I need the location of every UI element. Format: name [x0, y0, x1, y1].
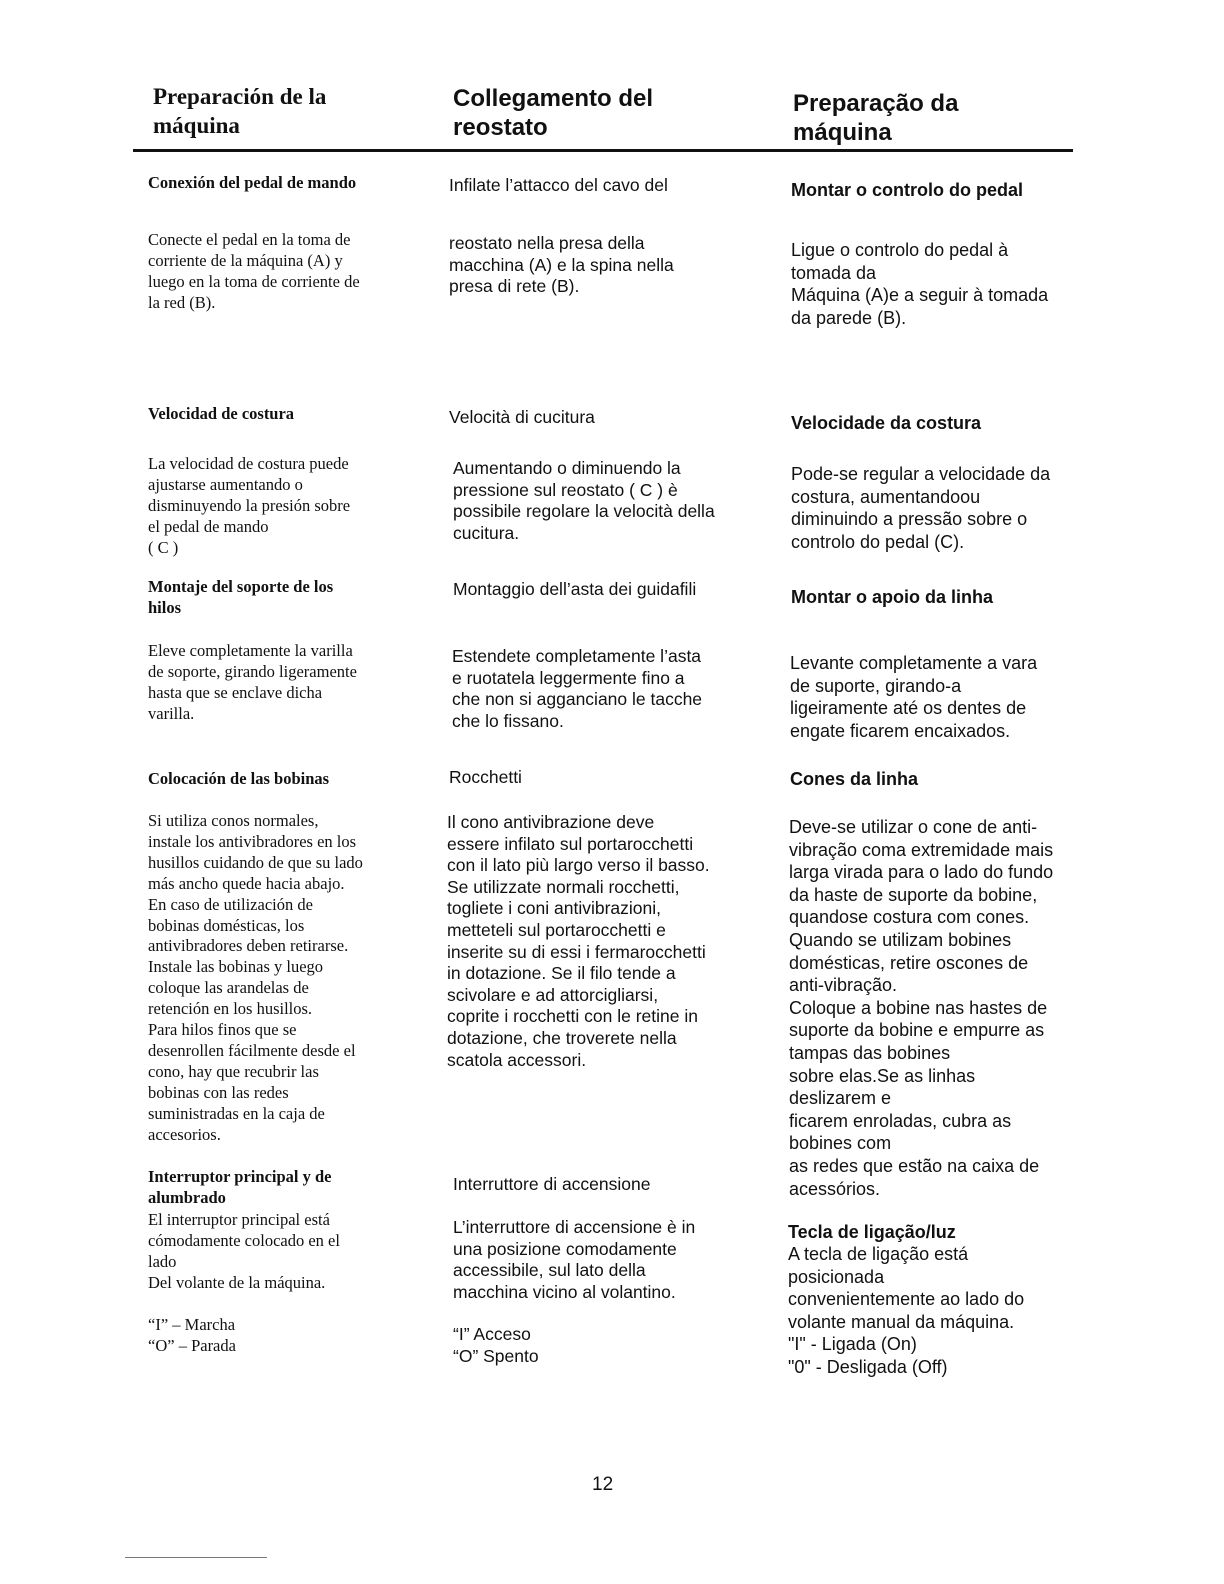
it-section-title: Rocchetti — [449, 767, 522, 787]
it-switch-states: “I” Acceso “O” Spento — [453, 1324, 539, 1366]
es-section-title: Montaje del soporte de los hilos — [148, 577, 334, 617]
es-section-body: Conecte el pedal en la toma de corriente de la máquina (A) y luego en la toma de corriente de la red (B). — [148, 230, 360, 312]
footer-line — [125, 1557, 267, 1558]
it-section-body: reostato nella presa della macchina (A) e la spina nella presa di rete (B). — [449, 233, 674, 297]
it-section-title: Montaggio dell’asta dei guidafili — [453, 579, 697, 599]
header-rule — [133, 149, 1073, 152]
it-section-body: Il cono antivibrazione deve essere infilato sul portarocchetti con il lato più largo verso il basso. Se utilizzate normali rocchetti, togliete i coni antivibrazioni, metteteli sul portarocchetti e inserite su di essi i fermarocchetti in dotazione. Se il filo tende a scivolare e ad attorcigliarsi, coprite i rocchetti con le retine in dotazione, che troverete nella scatola accessori. — [447, 812, 710, 1070]
pt-section-body: Deve-se utilizar o cone de anti- vibração coma extremidade mais larga virada para o lado do fundo da haste de suporte da bobine, quandose costura com cones. Quando se utilizam bobines domésticas, retire oscones de anti-vibração. Coloque a bobine nas hastes de suporte da bobine e empurre as tampas das bobines sobre elas.Se as linhas deslizarem e ficarem enroladas, cubra as bobines com as redes que estão na caixa de acessórios. — [789, 817, 1054, 1199]
es-section-body: Si utiliza conos normales, instale los antivibradores en los husillos cuidando de que su lado más ancho quede hacia abajo. En caso de utilización de bobinas domésticas, los antivibradores deben retirarse. Instale las bobinas y luego coloque las arandelas de retención en los husillos. Para hilos finos que se desenrollen fácilmente desde el cono, hay que recubrir las bobinas con las redes suministradas en la caja de accesorios. — [148, 811, 363, 1144]
es-section-title: Conexión del pedal de mando — [148, 173, 357, 192]
it-section-body: Estendete completamente l’asta e ruotatela leggermente fino a che non si agganciano le tacche che lo fissano. — [452, 646, 703, 731]
pt-section-title: Montar o apoio da linha — [791, 587, 993, 607]
page-number: 12 — [592, 1474, 614, 1495]
it-section-title: Infilate l’attacco del cavo del — [449, 175, 668, 195]
es-section-body: Eleve completamente la varilla de soporte, girando ligeramente hasta que se enclave dicha varilla. — [148, 641, 357, 723]
es-section-body: La velocidad de costura puede ajustarse aumentando o disminuyendo la presión sobre el pedal de mando ( C ) — [148, 454, 351, 557]
pt-section-title: Tecla de ligação/luz — [788, 1222, 956, 1242]
es-switch-states: “I” – Marcha “O” – Parada — [148, 1315, 236, 1355]
es-section-body: El interruptor principal está cómodamente colocado en el lado Del volante de la máquina. — [148, 1210, 340, 1292]
it-section-body: L’interruttore di accensione è in una posizione comodamente accessibile, sul lato della macchina vicino al volantino. — [453, 1217, 696, 1302]
it-section-title: Velocità di cucitura — [449, 407, 595, 427]
pt-section-title: Cones da linha — [790, 769, 919, 789]
es-section-title: Velocidad de costura — [148, 404, 295, 423]
pt-section-body: Levante completamente a vara de suporte, girando-a ligeiramente até os dentes de engate ficarem encaixados. — [790, 653, 1038, 741]
it-section-title: Interruttore di accensione — [453, 1174, 651, 1194]
pt-section-title: Montar o controlo do pedal — [791, 180, 1023, 200]
es-section-title: Interruptor principal y de alumbrado — [148, 1167, 332, 1207]
heading-portuguese: Preparação da máquina — [793, 90, 959, 146]
it-section-body: Aumentando o diminuendo la pressione sul reostato ( C ) è possibile regolare la velocità della cucitura. — [453, 458, 715, 543]
es-section-title: Colocación de las bobinas — [148, 769, 330, 788]
heading-italian: Collegamento del reostato — [453, 85, 654, 141]
pt-section-body: A tecla de ligação está posicionada convenientemente ao lado do volante manual da máquina. "I" - Ligada (On) "0" - Desligada (Off) — [788, 1244, 1025, 1377]
pt-section-body: Pode-se regular a velocidade da costura, aumentandoou diminuindo a pressão sobre o controlo do pedal (C). — [791, 464, 1051, 552]
heading-spanish: Preparación de la máquina — [153, 84, 327, 138]
pt-section-title: Velocidade da costura — [791, 413, 982, 433]
pt-section-body: Ligue o controlo do pedal à tomada da Máquina (A)e a seguir à tomada da parede (B). — [791, 240, 1049, 328]
